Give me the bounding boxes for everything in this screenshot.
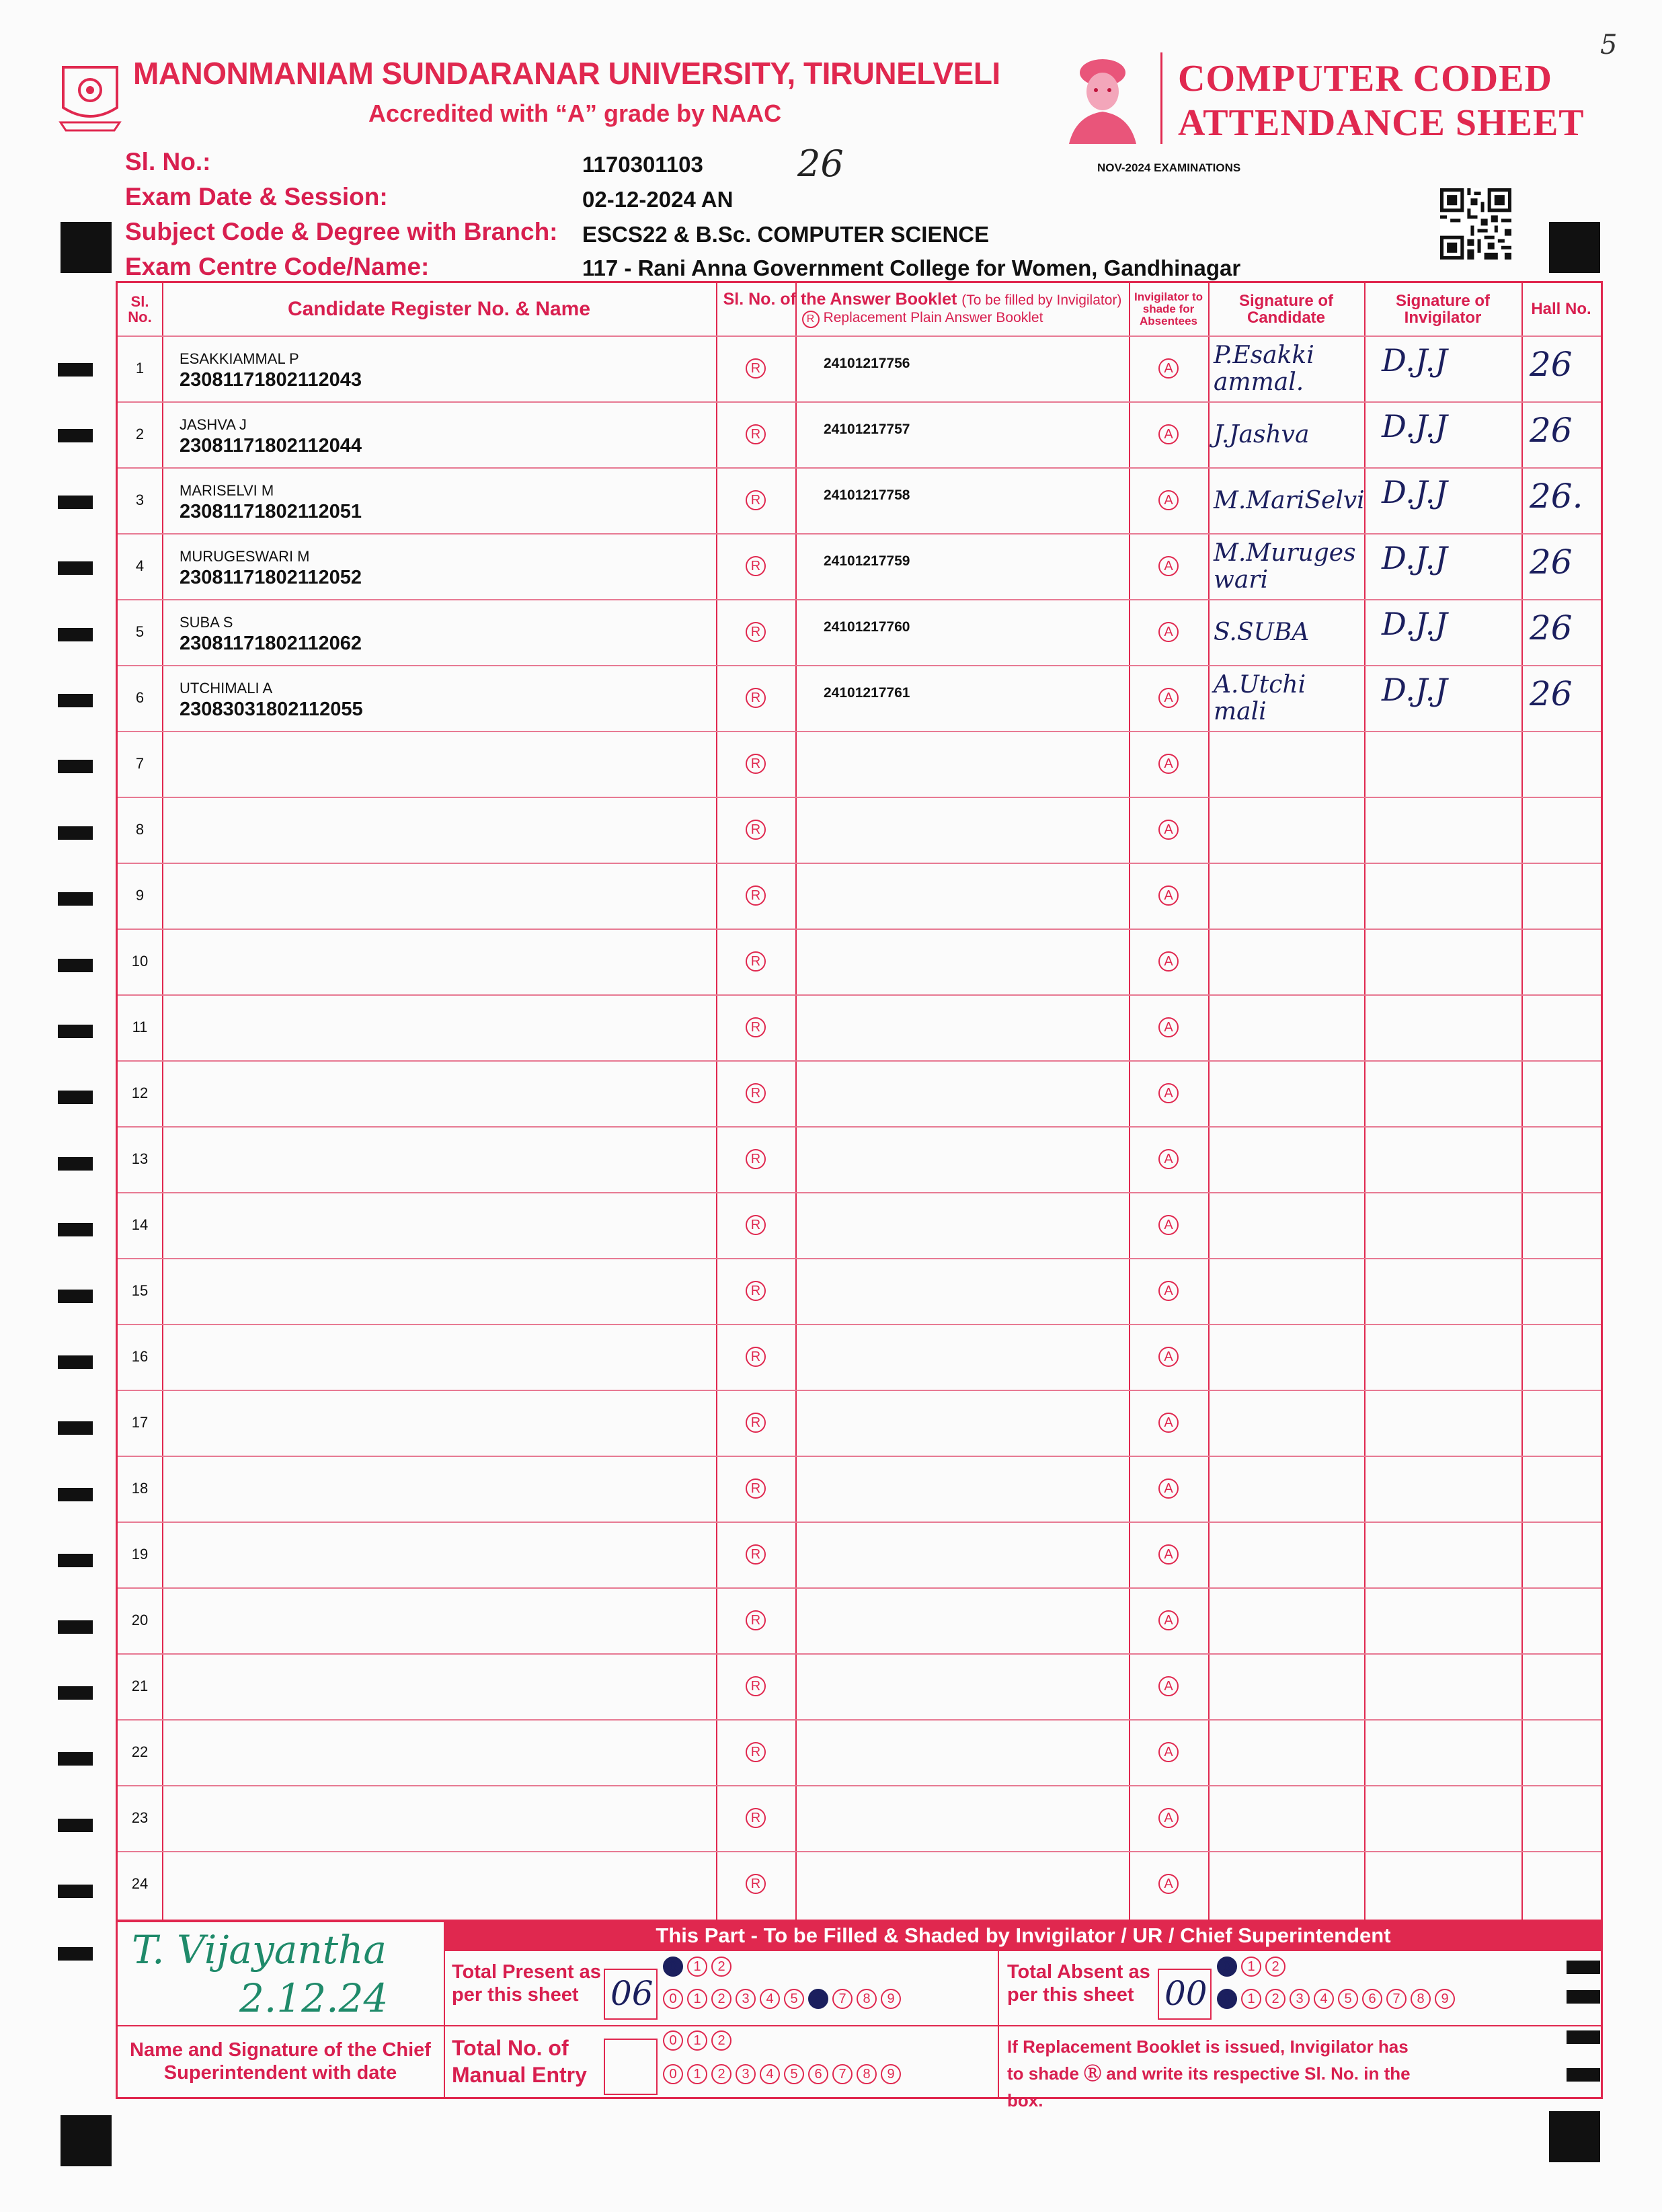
- accreditation-text: Accredited with “A” grade by NAAC: [368, 100, 782, 127]
- candidate-signature: [1214, 1723, 1361, 1782]
- title-divider: [1160, 52, 1162, 144]
- replacement-bubble[interactable]: R: [746, 556, 766, 576]
- candidate-signature: [1214, 1460, 1361, 1519]
- row-sl-no: 23: [131, 1809, 149, 1826]
- absent-bubble[interactable]: A: [1158, 1017, 1179, 1037]
- row-divider: [118, 994, 1601, 996]
- replacement-bubble[interactable]: R: [746, 688, 766, 708]
- digit-bubble[interactable]: 8: [1411, 1989, 1431, 2009]
- header-booklet-sub: Replacement Plain Answer Booklet: [823, 309, 1043, 325]
- row-sl-no: 22: [131, 1743, 149, 1760]
- table-row: [118, 401, 1601, 467]
- replacement-bubble[interactable]: R: [746, 1610, 766, 1630]
- digit-bubble[interactable]: 2: [711, 2030, 731, 2051]
- digit-bubble[interactable]: 3: [1290, 1989, 1310, 2009]
- sheet-title: [1178, 56, 1585, 145]
- row-sl-no: 5: [135, 623, 145, 640]
- timing-mark: [58, 760, 93, 773]
- row-sl-no: 6: [135, 689, 145, 706]
- replacement-bubble[interactable]: R: [746, 951, 766, 972]
- absent-bubble[interactable]: A: [1158, 1347, 1179, 1367]
- centre-label: Exam Centre Code/Name:: [125, 253, 430, 280]
- invigilator-signature: D.J.J: [1382, 342, 1448, 379]
- absent-bubble[interactable]: A: [1158, 1215, 1179, 1235]
- exam-date-label: Exam Date & Session:: [125, 183, 388, 210]
- digit-bubble[interactable]: 7: [832, 2064, 853, 2084]
- digit-bubble[interactable]: 0: [663, 2064, 683, 2084]
- candidate-signature: [1214, 1262, 1361, 1321]
- row-divider: [118, 1719, 1601, 1721]
- invigilator-signature: D.J.J: [1382, 606, 1448, 642]
- timing-mark: [58, 1290, 93, 1303]
- replacement-bubble[interactable]: R: [746, 622, 766, 642]
- table-row: [118, 1324, 1601, 1390]
- candidate-signature: [1214, 1064, 1361, 1123]
- row-sl-no: 10: [131, 953, 149, 970]
- header-booklet-note: (To be filled by Invigilator): [961, 292, 1122, 308]
- present-units-bubbles[interactable]: [663, 1989, 905, 2009]
- digit-bubble[interactable]: 8: [857, 2064, 877, 2084]
- answer-booklet-number: 24101217761: [824, 685, 910, 701]
- sl-no-handwritten: 26: [797, 143, 844, 185]
- candidate-signature: [1214, 998, 1361, 1058]
- replacement-bubble[interactable]: R: [746, 1544, 766, 1565]
- row-divider: [118, 665, 1601, 666]
- row-divider: [118, 1324, 1601, 1325]
- digit-bubble[interactable]: 7: [832, 1989, 853, 2009]
- candidate-signature: A.Utchi mali: [1214, 671, 1306, 725]
- candidate-signature: S.SUBA: [1214, 619, 1310, 646]
- table-row: [118, 731, 1601, 797]
- exam-date-value: 02-12-2024 AN: [582, 187, 734, 212]
- candidate-signature: [1214, 1657, 1361, 1716]
- table-row: [118, 1522, 1601, 1587]
- table-row: [118, 1126, 1601, 1192]
- row-divider: [118, 863, 1601, 864]
- row-sl-no: 19: [131, 1546, 149, 1563]
- candidate-name: MURUGESWARI M: [180, 548, 310, 565]
- digit-bubble[interactable]: 4: [760, 1989, 780, 2009]
- hall-number: 26: [1530, 411, 1573, 450]
- manual-units-bubbles[interactable]: [663, 2064, 905, 2084]
- table-row: [118, 1060, 1601, 1126]
- row-divider: [118, 1587, 1601, 1589]
- replacement-bubble[interactable]: R: [746, 1478, 766, 1499]
- row-divider: [118, 1390, 1601, 1391]
- row-sl-no: 4: [135, 557, 145, 574]
- candidate-signature: [1214, 1855, 1361, 1914]
- total-absent-label: Total Absent as per this sheet: [1007, 1961, 1150, 2006]
- replacement-bubble[interactable]: R: [746, 358, 766, 379]
- candidate-signature: M.Muruges wari: [1214, 539, 1356, 594]
- timing-mark: [58, 363, 93, 377]
- replacement-bubble[interactable]: R: [746, 1874, 766, 1894]
- total-absent-box[interactable]: [1158, 1969, 1212, 2020]
- digit-bubble[interactable]: 5: [1338, 1989, 1358, 2009]
- row-divider: [118, 1851, 1601, 1852]
- header-hall-no: Hall No.: [1531, 300, 1591, 319]
- timing-mark: [58, 1488, 93, 1501]
- table-row: [118, 863, 1601, 929]
- row-divider: [118, 467, 1601, 469]
- row-sl-no: 1: [135, 360, 145, 377]
- register-number: 23081171802112052: [180, 567, 362, 588]
- university-name: MANONMANIAM SUNDARANAR UNIVERSITY, TIRUNELVELI: [133, 56, 1000, 91]
- table-row: [118, 665, 1601, 731]
- table-row: [118, 1258, 1601, 1324]
- candidate-name: SUBA S: [180, 614, 233, 631]
- digit-bubble[interactable]: 1: [687, 1989, 707, 2009]
- timing-mark: [58, 1620, 93, 1634]
- header-booklet: [716, 283, 1129, 335]
- digit-bubble[interactable]: 2: [711, 1989, 731, 2009]
- row-divider: [118, 599, 1601, 600]
- absent-bubble[interactable]: A: [1158, 358, 1179, 379]
- replacement-bubble[interactable]: R: [746, 1017, 766, 1037]
- digit-bubble[interactable]: 7: [1386, 1989, 1407, 2009]
- row-sl-no: 2: [135, 426, 145, 442]
- candidate-signature: [1214, 867, 1361, 926]
- digit-bubble[interactable]: 5: [784, 2064, 804, 2084]
- table-row: [118, 335, 1601, 401]
- digit-bubble[interactable]: 1: [1241, 1989, 1261, 2009]
- absent-bubble[interactable]: A: [1158, 490, 1179, 510]
- footer-section: [116, 1920, 1603, 2110]
- hall-number: 26.: [1530, 477, 1583, 516]
- hall-number: 26: [1530, 674, 1573, 713]
- manual-entry-box[interactable]: [604, 2039, 658, 2095]
- row-divider: [118, 335, 1601, 337]
- digit-bubble[interactable]: 2: [1265, 1989, 1285, 2009]
- timing-mark: [58, 561, 93, 575]
- timing-mark: [58, 892, 93, 906]
- invigilator-signature: D.J.J: [1382, 540, 1448, 576]
- candidate-signature: [1214, 1526, 1361, 1585]
- timing-mark: [58, 1025, 93, 1038]
- invigilator-signature: D.J.J: [1382, 474, 1448, 510]
- table-row: [118, 599, 1601, 665]
- row-sl-no: 20: [131, 1612, 149, 1628]
- chief-signature: T. Vijayantha: [132, 1927, 387, 1973]
- row-sl-no: 18: [131, 1480, 149, 1497]
- absent-bubble[interactable]: A: [1158, 1413, 1179, 1433]
- centre-value: 117 - Rani Anna Government College for Women, Gandhinagar: [582, 255, 1241, 280]
- header-booklet-title: Sl. No. of the Answer Booklet: [723, 289, 957, 309]
- absent-bubble[interactable]: A: [1158, 424, 1179, 444]
- row-sl-no: 17: [131, 1414, 149, 1431]
- digit-bubble[interactable]: 6: [808, 1989, 828, 2009]
- absent-bubble[interactable]: A: [1158, 1676, 1179, 1696]
- absent-units-bubbles[interactable]: [1217, 1989, 1459, 2009]
- register-number: 23081171802112043: [180, 369, 362, 391]
- absent-bubble[interactable]: A: [1158, 1281, 1179, 1301]
- timing-mark: [58, 1355, 93, 1369]
- replacement-bubble[interactable]: R: [746, 1742, 766, 1762]
- table-row: [118, 1785, 1601, 1851]
- candidate-signature: J.Jashva: [1214, 421, 1310, 448]
- qr-code: [1440, 188, 1511, 260]
- row-sl-no: 12: [131, 1084, 149, 1101]
- table-row: [118, 797, 1601, 863]
- timing-mark: [58, 429, 93, 442]
- digit-bubble[interactable]: 1: [687, 2064, 707, 2084]
- row-sl-no: 21: [131, 1677, 149, 1694]
- absent-bubble[interactable]: A: [1158, 885, 1179, 906]
- sheet-title-line1: COMPUTER CODED: [1178, 58, 1552, 100]
- sl-no-label: Sl. No.:: [125, 148, 211, 175]
- register-number: 23081171802112044: [180, 435, 362, 457]
- candidate-signature: [1214, 1130, 1361, 1189]
- university-logo: [58, 61, 122, 134]
- register-number: 23083031802112055: [180, 699, 363, 720]
- digit-bubble[interactable]: 6: [1362, 1989, 1382, 2009]
- table-row: [118, 533, 1601, 599]
- digit-bubble[interactable]: 1: [687, 1957, 707, 1977]
- timing-mark: [58, 1885, 93, 1898]
- digit-bubble[interactable]: 0: [663, 1957, 683, 1977]
- digit-bubble[interactable]: 1: [1241, 1957, 1261, 1977]
- digit-bubble[interactable]: 5: [784, 1989, 804, 2009]
- absent-bubble[interactable]: A: [1158, 688, 1179, 708]
- replacement-bubble[interactable]: R: [746, 1413, 766, 1433]
- candidate-signature: [1214, 735, 1361, 794]
- invigilator-signature: D.J.J: [1382, 672, 1448, 708]
- answer-booklet-number: 24101217759: [824, 553, 910, 569]
- digit-bubble[interactable]: 3: [736, 2064, 756, 2084]
- row-divider: [118, 1653, 1601, 1655]
- timing-mark: [58, 1157, 93, 1171]
- digit-bubble[interactable]: 2: [711, 1957, 731, 1977]
- timing-mark: [58, 496, 93, 509]
- total-present-box[interactable]: [604, 1969, 658, 2020]
- digit-bubble[interactable]: 9: [1435, 1989, 1455, 2009]
- row-divider: [118, 731, 1601, 732]
- total-present-label: Total Present as per this sheet: [452, 1961, 601, 2006]
- replacement-bubble[interactable]: R: [746, 1676, 766, 1696]
- digit-bubble[interactable]: 9: [881, 2064, 901, 2084]
- header-signature-candidate: Signature of Candidate: [1238, 291, 1333, 327]
- candidate-signature: [1214, 1591, 1361, 1651]
- absent-bubble[interactable]: A: [1158, 820, 1179, 840]
- absent-bubble[interactable]: A: [1158, 1874, 1179, 1894]
- digit-bubble[interactable]: 2: [711, 2064, 731, 2084]
- row-divider: [118, 1060, 1601, 1062]
- timing-mark: [58, 1686, 93, 1700]
- answer-booklet-number: 24101217756: [824, 356, 910, 371]
- answer-booklet-number: 24101217757: [824, 422, 910, 437]
- row-sl-no: 11: [132, 1019, 148, 1035]
- digit-bubble[interactable]: 0: [663, 1989, 683, 2009]
- timing-mark: [58, 1091, 93, 1104]
- total-present-value: 06: [610, 1974, 654, 2013]
- absent-bubble[interactable]: A: [1158, 1742, 1179, 1762]
- row-divider: [118, 929, 1601, 930]
- digit-bubble[interactable]: 2: [1265, 1957, 1285, 1977]
- table-row: [118, 929, 1601, 994]
- absent-bubble[interactable]: A: [1158, 951, 1179, 972]
- table-row: [118, 1851, 1601, 1917]
- chief-date: 2.12.24: [239, 1975, 389, 2021]
- replacement-bubble[interactable]: R: [746, 1083, 766, 1103]
- answer-booklet-number: 24101217760: [824, 619, 910, 635]
- manual-entry-label: Total No. of Manual Entry: [452, 2036, 587, 2087]
- header-invigilator-shade: Invigilator to shade for Absentees: [1134, 290, 1203, 327]
- table-row: [118, 467, 1601, 533]
- digit-bubble[interactable]: 8: [857, 1989, 877, 2009]
- absent-bubble[interactable]: A: [1158, 1544, 1179, 1565]
- row-divider: [118, 1522, 1601, 1523]
- absent-bubble[interactable]: A: [1158, 1478, 1179, 1499]
- attendance-table: [116, 281, 1603, 1922]
- timing-mark: [58, 628, 93, 641]
- row-divider: [118, 1258, 1601, 1259]
- header-candidate: Candidate Register No. & Name: [287, 298, 591, 321]
- hall-number: 26: [1530, 608, 1573, 647]
- hall-number: 26: [1530, 543, 1573, 582]
- row-sl-no: 3: [135, 491, 145, 508]
- row-divider: [118, 401, 1601, 403]
- candidate-signature: [1214, 801, 1361, 860]
- row-divider: [118, 1192, 1601, 1193]
- sheet-title-line2: ATTENDANCE SHEET: [1178, 102, 1585, 144]
- absent-bubble[interactable]: A: [1158, 1083, 1179, 1103]
- register-number: 23081171802112051: [180, 501, 362, 522]
- digit-bubble[interactable]: 1: [687, 2030, 707, 2051]
- absent-bubble[interactable]: A: [1158, 1808, 1179, 1828]
- replacement-bubble[interactable]: R: [746, 490, 766, 510]
- absent-bubble[interactable]: A: [1158, 622, 1179, 642]
- row-divider: [118, 1785, 1601, 1786]
- row-divider: [118, 797, 1601, 798]
- row-sl-no: 16: [131, 1348, 149, 1365]
- absent-bubble[interactable]: A: [1158, 1610, 1179, 1630]
- absent-bubble[interactable]: A: [1158, 1149, 1179, 1169]
- subject-value: ESCS22 & B.Sc. COMPUTER SCIENCE: [582, 222, 990, 247]
- candidate-signature: [1214, 933, 1361, 992]
- replacement-bubble[interactable]: R: [746, 885, 766, 906]
- row-divider: [118, 1126, 1601, 1128]
- row-divider: [118, 533, 1601, 535]
- timing-mark: [58, 1947, 93, 1961]
- timing-mark: [58, 1819, 93, 1832]
- digit-bubble[interactable]: 3: [736, 1989, 756, 2009]
- candidate-signature: P.Esakki ammal.: [1214, 342, 1314, 396]
- row-sl-no: 9: [135, 887, 145, 904]
- founder-portrait: [1062, 54, 1143, 144]
- table-row: [118, 1456, 1601, 1522]
- absent-bubble[interactable]: A: [1158, 556, 1179, 576]
- chief-label: Name and Signature of the Chief Superintendent with date: [130, 2039, 431, 2084]
- manual-tens-bubbles[interactable]: [663, 2030, 736, 2051]
- table-row: [118, 1719, 1601, 1785]
- table-row: [118, 1587, 1601, 1653]
- table-row: [118, 1390, 1601, 1456]
- digit-bubble[interactable]: 0: [1217, 1957, 1237, 1977]
- absent-tens-bubbles[interactable]: [1217, 1957, 1290, 1977]
- digit-bubble[interactable]: 6: [808, 2064, 828, 2084]
- candidate-name: UTCHIMALI A: [180, 680, 273, 697]
- registration-mark-bottom-right: [1549, 2111, 1600, 2162]
- replacement-bubble[interactable]: R: [746, 424, 766, 444]
- header-signature-invigilator: Signature of Invigilator: [1395, 291, 1490, 327]
- replacement-symbol: R: [802, 311, 820, 328]
- replacement-bubble[interactable]: R: [746, 1149, 766, 1169]
- timing-mark: [58, 1223, 93, 1236]
- replacement-bubble[interactable]: R: [746, 1808, 766, 1828]
- candidate-name: JASHVA J: [180, 416, 247, 433]
- registration-mark-top-left: [61, 222, 112, 273]
- replacement-bubble[interactable]: R: [746, 1347, 766, 1367]
- sl-no-value: 1170301103: [582, 152, 703, 177]
- replacement-bubble[interactable]: R: [746, 1215, 766, 1235]
- registration-mark-bottom-left: [61, 2115, 112, 2166]
- table-row: [118, 1653, 1601, 1719]
- page-mark: 5: [1600, 30, 1618, 61]
- hall-number: 26: [1530, 345, 1573, 384]
- digit-bubble[interactable]: 4: [760, 2064, 780, 2084]
- header-sl-no: Sl. No.: [128, 292, 152, 325]
- candidate-signature: M.MariSelvi: [1214, 487, 1365, 514]
- row-divider: [118, 1456, 1601, 1457]
- exam-tag: NOV-2024 EXAMINATIONS: [1097, 161, 1241, 174]
- timing-mark: [58, 1752, 93, 1766]
- timing-mark: [58, 826, 93, 840]
- registration-mark-top-right: [1549, 222, 1600, 273]
- table-row: [118, 994, 1601, 1060]
- answer-booklet-number: 24101217758: [824, 487, 910, 503]
- footer-banner: This Part - To be Filled & Shaded by Invigilator / UR / Chief Superintendent: [444, 1920, 1603, 1951]
- candidate-name: ESAKKIAMMAL P: [180, 350, 299, 367]
- digit-bubble[interactable]: 0: [1217, 1989, 1237, 2009]
- row-sl-no: 14: [131, 1216, 149, 1233]
- replacement-bubble[interactable]: R: [746, 754, 766, 774]
- row-sl-no: 24: [131, 1875, 149, 1892]
- candidate-signature: [1214, 1196, 1361, 1255]
- table-row: [118, 1192, 1601, 1258]
- timing-mark: [58, 959, 93, 972]
- absent-bubble[interactable]: A: [1158, 754, 1179, 774]
- replacement-note: If Replacement Booklet is issued, Invigilator has to shade Ⓡ and write its respective Sl. No. in the box.: [1007, 2037, 1411, 2110]
- timing-mark: [58, 1421, 93, 1435]
- candidate-name: MARISELVI M: [180, 482, 274, 499]
- row-sl-no: 13: [131, 1150, 149, 1167]
- timing-mark: [58, 1554, 93, 1567]
- digit-bubble[interactable]: 9: [881, 1989, 901, 2009]
- subject-label: Subject Code & Degree with Branch:: [125, 218, 558, 245]
- row-sl-no: 7: [135, 755, 145, 772]
- candidate-signature: [1214, 1328, 1361, 1387]
- row-sl-no: 8: [135, 821, 145, 838]
- row-sl-no: 15: [131, 1282, 149, 1299]
- replacement-bubble[interactable]: R: [746, 1281, 766, 1301]
- candidate-signature: [1214, 1789, 1361, 1848]
- present-tens-bubbles[interactable]: [663, 1957, 736, 1977]
- digit-bubble[interactable]: 4: [1314, 1989, 1334, 2009]
- digit-bubble[interactable]: 0: [663, 2030, 683, 2051]
- total-absent-value: 00: [1164, 1974, 1208, 2013]
- invigilator-signature: D.J.J: [1382, 408, 1448, 444]
- timing-mark: [58, 694, 93, 707]
- replacement-bubble[interactable]: R: [746, 820, 766, 840]
- candidate-signature: [1214, 1394, 1361, 1453]
- register-number: 23081171802112062: [180, 633, 362, 654]
